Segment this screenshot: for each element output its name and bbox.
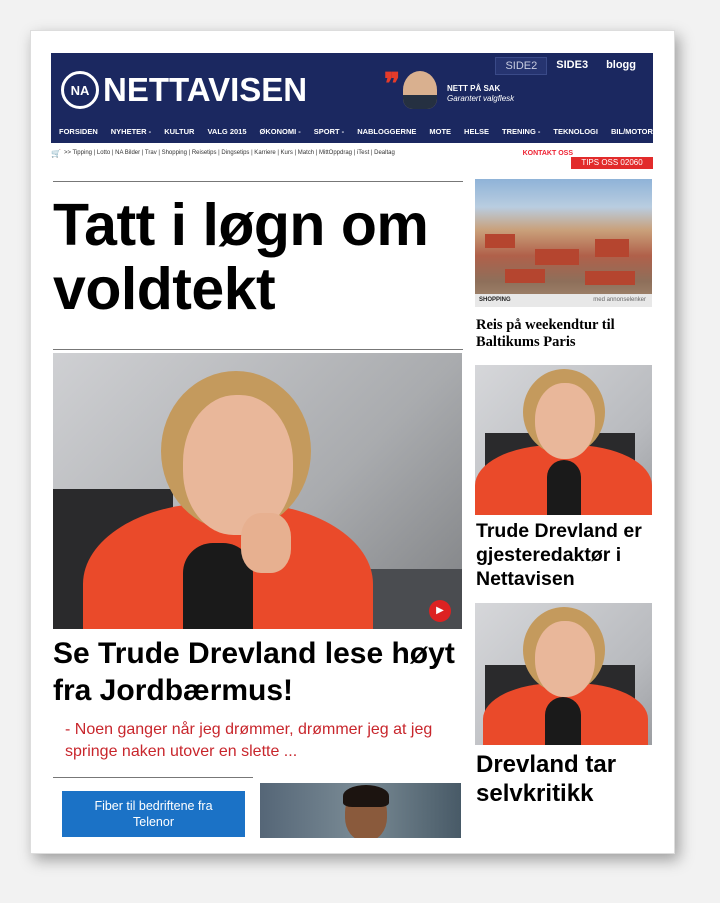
promo-text[interactable] — [447, 84, 514, 104]
nav-item-valg[interactable]: VALG 2015 — [207, 127, 247, 136]
shopping-cart-icon: 🛒 — [51, 148, 61, 158]
nav-item-bilmotor[interactable]: BIL/MOTOR — [610, 127, 653, 136]
logo-text: NETTAVISEN — [103, 71, 308, 108]
top-link-blogg[interactable]: blogg — [606, 59, 636, 71]
nav-item-kultur[interactable]: KULTUR — [164, 127, 195, 136]
divider — [53, 349, 463, 350]
sub-nav — [51, 147, 653, 159]
nav-item-mote[interactable]: MOTE — [429, 127, 452, 136]
video-lead[interactable]: - Noen ganger når jeg drømmer, drømmer jeg at jeg springe naken utover en slette ... — [65, 721, 433, 760]
shopping-label: SHOPPING — [479, 297, 511, 303]
top-link-side2[interactable]: SIDE2 — [495, 57, 547, 75]
nav-item-nyheter[interactable]: NYHETER - — [110, 127, 152, 136]
newspaper-page — [30, 30, 675, 854]
site-header — [51, 53, 653, 143]
promo-subtitle: Garantert valgflesk — [447, 94, 515, 103]
video-headline[interactable]: Se Trude Drevland lese høyt fra Jordbærmus! — [53, 637, 455, 707]
drevland-photo-1[interactable] — [475, 365, 652, 515]
logo-badge: NA — [61, 71, 99, 109]
quote-icon: ❞ — [384, 67, 401, 102]
contact-link[interactable]: KONTAKT OSS — [522, 149, 573, 157]
story-baltikum[interactable]: Reis på weekendtur til Baltikums Paris — [476, 317, 615, 350]
nav-item-trening[interactable]: TRENING - — [502, 127, 541, 136]
top-link-side3[interactable]: SIDE3 — [556, 59, 589, 71]
city-photo[interactable] — [475, 179, 652, 307]
sub-nav-links[interactable]: >> Tipping | Lotto | NA Bilder | Trav | Shopping | Reisetips | Dingsetips | Karriere | Kurs | Match | MittOppdrag | iTest | Dealtag — [63, 150, 395, 156]
nav-item-forsiden[interactable]: FORSIDEN — [59, 127, 98, 136]
story-gjesteredaktor[interactable]: Trude Drevland er gjesteredaktør i Nettavisen — [476, 520, 642, 590]
divider — [53, 181, 463, 182]
story-selvkritikk[interactable]: Drevland tar selvkritikk — [476, 751, 617, 807]
promo-avatar[interactable] — [403, 71, 437, 109]
tips-button[interactable]: TIPS OSS 02060 — [571, 157, 653, 169]
nav-item-nabloggerne[interactable]: NABLOGGERNE — [357, 127, 417, 136]
play-icon[interactable]: ▶ — [429, 600, 451, 622]
nav-item-helse[interactable]: HELSE — [464, 127, 490, 136]
top-links — [495, 57, 645, 75]
nav-item-sport[interactable]: SPORT - — [313, 127, 345, 136]
drevland-photo-2[interactable] — [475, 603, 652, 745]
bottom-thumbnail[interactable] — [260, 783, 461, 838]
main-photo[interactable] — [53, 353, 462, 629]
shopping-bar — [475, 294, 652, 307]
fiber-ad-text: Fiber til bedriftene fra Telenor — [94, 799, 213, 829]
promo-title: NETT PÅ SAK — [447, 84, 501, 93]
main-nav — [59, 127, 666, 136]
nav-item-okonomi[interactable]: ØKONOMI - — [259, 127, 301, 136]
fiber-ad[interactable] — [62, 791, 245, 837]
divider — [53, 777, 253, 778]
site-logo[interactable] — [61, 71, 307, 109]
main-headline[interactable]: Tatt i løgn om voldtekt — [53, 192, 429, 322]
nav-item-teknologi[interactable]: TEKNOLOGI — [553, 127, 598, 136]
ad-label: med annonselenker — [593, 297, 646, 303]
